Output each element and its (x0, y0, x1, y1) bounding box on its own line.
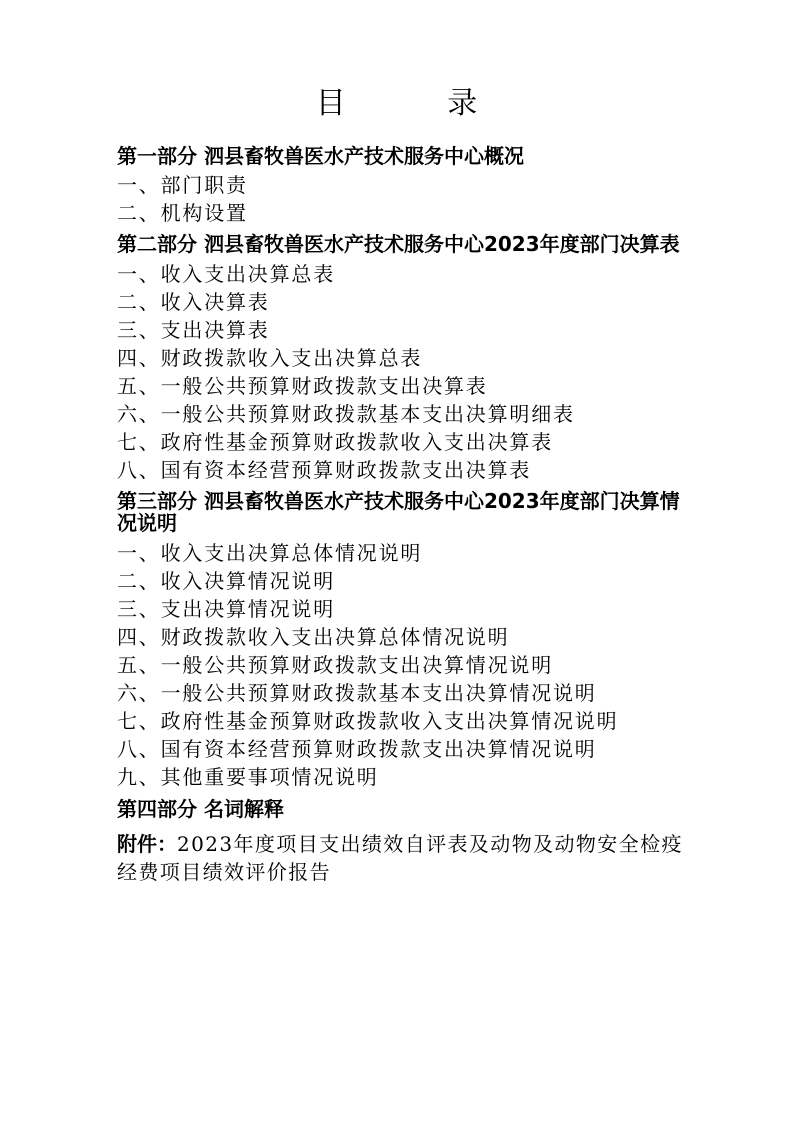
toc-item: 一、部门职责 (117, 173, 248, 197)
toc-item: 五、一般公共预算财政拨款支出决算表 (117, 374, 488, 398)
annex-label: 附件： (117, 832, 177, 856)
part-3-heading: 第三部分 泗县畜牧兽医水产技术服务中心2023年度部门决算情况说明 (117, 489, 680, 535)
toc-item: 三、支出决算情况说明 (117, 597, 335, 621)
toc-item: 二、机构设置 (117, 201, 248, 225)
toc-item: 七、政府性基金预算财政拨款收入支出决算情况说明 (117, 709, 619, 733)
toc-item: 一、收入支出决算总体情况说明 (117, 541, 423, 565)
toc-item: 四、财政拨款收入支出决算总体情况说明 (117, 625, 510, 649)
toc-item: 八、国有资本经营预算财政拨款支出决算表 (117, 458, 532, 482)
toc-item: 六、一般公共预算财政拨款基本支出决算情况说明 (117, 681, 597, 705)
page-title: 目 录 (315, 86, 524, 121)
toc-item: 八、国有资本经营预算财政拨款支出决算情况说明 (117, 737, 597, 761)
part-4-heading: 第四部分 名词解释 (117, 797, 284, 821)
toc-item: 三、支出决算表 (117, 318, 270, 342)
toc-item: 二、收入决算情况说明 (117, 569, 335, 593)
table-of-contents (117, 138, 697, 886)
toc-item: 六、一般公共预算财政拨款基本支出决算明细表 (117, 402, 575, 426)
part-2-heading: 第二部分 泗县畜牧兽医水产技术服务中心2023年度部门决算表 (117, 232, 680, 256)
toc-item: 七、政府性基金预算财政拨款收入支出决算表 (117, 430, 553, 454)
part-1-heading: 第一部分 泗县畜牧兽医水产技术服务中心概况 (117, 144, 524, 168)
annex-paragraph (117, 830, 697, 886)
toc-item: 四、财政拨款收入支出决算总表 (117, 346, 423, 370)
toc-item: 九、其他重要事项情况说明 (117, 765, 379, 789)
toc-item: 一、收入支出决算总表 (117, 262, 335, 286)
annex-text: 2023年度项目支出绩效自评表及动物及动物安全检疫经费项目绩效评价报告 (117, 832, 683, 884)
toc-item: 二、收入决算表 (117, 290, 270, 314)
toc-item: 五、一般公共预算财政拨款支出决算情况说明 (117, 653, 553, 677)
